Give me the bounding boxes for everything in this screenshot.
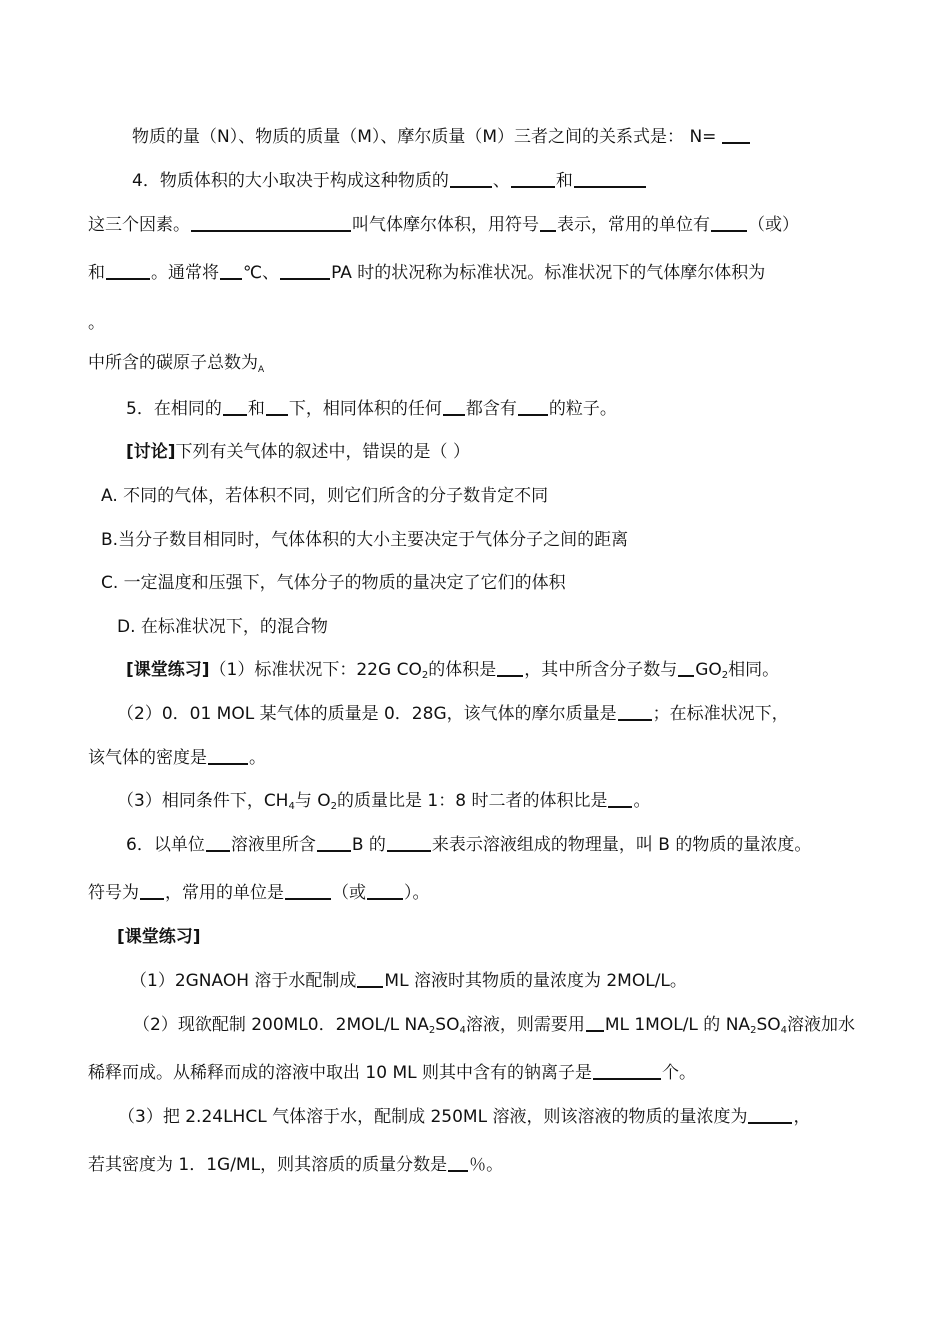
answer-blank[interactable] (317, 834, 351, 852)
text-segment: 若其密度为 1．1G/ML，则其溶质的质量分数是 (88, 1155, 448, 1175)
answer-blank[interactable] (448, 1154, 468, 1172)
text-segment: 叫气体摩尔体积，用符号 (352, 215, 539, 235)
answer-blank[interactable] (574, 170, 646, 188)
practice-tag: [课堂练习] (126, 660, 210, 680)
answer-blank[interactable] (722, 126, 750, 144)
option-a[interactable] (101, 485, 548, 507)
text-segment: 。 (633, 791, 651, 811)
line-6 (88, 352, 264, 374)
answer-blank[interactable] (443, 398, 465, 416)
text-segment: 6．以单位 (126, 835, 205, 855)
text-segment: 个。 (661, 1063, 696, 1083)
text-segment: 符号为 (88, 883, 139, 903)
practice-tag: [课堂练习] (117, 927, 201, 947)
option-b[interactable] (101, 529, 628, 551)
line-5 (88, 312, 105, 334)
text-segment: 下，相同体积的任何 (288, 399, 442, 419)
text-segment: （1）2GNAOH 溶于水配制成 (130, 971, 357, 991)
subscript: 2 (721, 670, 729, 681)
option-a-text: A. 不同的气体，若体积不同，则它们所含的分子数肯定不同 (101, 486, 549, 506)
text-segment: 相同。 (728, 660, 780, 680)
answer-blank[interactable] (387, 834, 431, 852)
text-segment: （3）把 2.24LHCL 气体溶于水，配制成 250ML 溶液，则该溶液的物质的量浓度为 (118, 1107, 748, 1127)
answer-blank[interactable] (280, 262, 330, 280)
text-segment: B 的 (351, 835, 386, 855)
text-segment: SO (435, 1015, 460, 1035)
line-19 (117, 926, 201, 948)
answer-blank[interactable] (511, 170, 555, 188)
line-21 (133, 1014, 855, 1036)
discussion-tag: [讨论] (126, 442, 176, 462)
text-segment: ；在标准状况下， (652, 704, 789, 724)
text-segment: 中所含的碳原子总数为 (88, 353, 258, 373)
text-segment: ，常用的单位是 (165, 883, 284, 903)
answer-blank[interactable] (285, 882, 331, 900)
text-segment: ，其中所含分子数与 (524, 660, 678, 680)
option-c-text: C. 一定温度和压强下，气体分子的物质的量决定了它们的体积 (101, 573, 566, 593)
text-segment: 都含有 (465, 399, 517, 419)
answer-blank[interactable] (608, 790, 632, 808)
answer-blank[interactable] (540, 214, 556, 232)
text-segment: 、 (492, 171, 510, 191)
text-segment: 。 (249, 748, 266, 768)
text-segment: 该气体的密度是 (88, 748, 207, 768)
subscript: 2 (750, 1025, 757, 1036)
answer-blank[interactable] (586, 1014, 604, 1032)
answer-blank[interactable] (593, 1062, 661, 1080)
text-segment: （2）现欲配制 200ML0．2MOL/L NA (133, 1015, 429, 1035)
text-segment: 稀释而成。从稀释而成的溶液中取出 10 ML 则其中含有的钠离子是 (88, 1063, 592, 1083)
text-segment: 表示，常用的单位有 (557, 215, 710, 235)
line-18 (88, 882, 430, 904)
text-segment: ， (793, 1107, 811, 1127)
text-segment: 4．物质体积的大小取决于构成这种物质的 (132, 171, 449, 191)
text-segment: ％。 (469, 1155, 504, 1175)
text-segment: （1）标准状况下：22G CO (209, 660, 422, 680)
text-segment: 。 (88, 313, 105, 333)
subscript: 2 (428, 1025, 436, 1036)
line-14 (117, 703, 789, 725)
subscript: 4 (459, 1025, 466, 1036)
text-segment: GO (695, 660, 722, 680)
text-segment: 溶液加水 (786, 1015, 855, 1035)
answer-blank[interactable] (618, 703, 652, 721)
answer-blank[interactable] (450, 170, 492, 188)
text-segment: ）。 (404, 883, 430, 903)
answer-blank[interactable] (518, 398, 548, 416)
answer-blank[interactable] (106, 262, 150, 280)
text-segment: ML 1MOL/L 的 NA (604, 1015, 751, 1035)
text-segment: （3）相同条件下，CH (117, 791, 289, 811)
subscript: 4 (780, 1025, 787, 1036)
text-segment: ℃、 (243, 263, 280, 283)
text-segment: SO (756, 1015, 781, 1035)
text-segment: 和 (88, 263, 105, 283)
text-segment: 来表示溶液组成的物理量，叫 B 的物质的量浓度。 (431, 835, 812, 855)
answer-blank[interactable] (266, 398, 288, 416)
text-segment: PA 时的状况称为标准状况。标准状况下的气体摩尔体积为 (331, 263, 766, 283)
subscript: 4 (288, 801, 295, 812)
answer-blank[interactable] (208, 747, 248, 765)
option-d[interactable] (117, 616, 328, 638)
line-8 (126, 441, 470, 463)
text-segment: 这三个因素。 (88, 215, 190, 235)
line-23 (118, 1106, 810, 1128)
text-segment: 和 (555, 171, 573, 191)
text-segment: 与 O (294, 791, 331, 811)
line-20 (130, 970, 687, 992)
text-segment: 的体积是 (428, 660, 497, 680)
line-4 (88, 262, 765, 284)
text-segment: （或 (332, 883, 366, 903)
text-segment: 。通常将 (151, 263, 219, 283)
subscript: 2 (421, 670, 429, 681)
answer-blank[interactable] (711, 214, 747, 232)
subscript: 2 (330, 801, 338, 812)
line-3 (88, 214, 799, 236)
answer-blank[interactable] (357, 970, 383, 988)
answer-blank[interactable] (678, 659, 694, 677)
line-2 (132, 170, 647, 192)
text-segment: 和 (247, 399, 265, 419)
line-7 (126, 398, 617, 420)
line-13 (126, 659, 779, 681)
text-segment: （2）0．01 MOL 某气体的质量是 0．28G，该气体的摩尔质量是 (117, 704, 617, 724)
line-22 (88, 1062, 696, 1084)
text-segment: 溶液，则需要用 (465, 1015, 585, 1035)
answer-blank[interactable] (206, 834, 230, 852)
answer-blank[interactable] (220, 262, 242, 280)
option-d-text: D. 在标准状况下，的混合物 (117, 617, 328, 637)
answer-blank[interactable] (748, 1106, 792, 1124)
answer-blank[interactable] (367, 882, 403, 900)
answer-blank[interactable] (191, 214, 351, 232)
line-17 (126, 834, 811, 856)
option-c[interactable] (101, 572, 566, 594)
text-segment: ML 溶液时其物质的量浓度为 2MOL/L。 (384, 971, 687, 991)
line-24 (88, 1154, 503, 1176)
answer-blank[interactable] (223, 398, 247, 416)
option-b-text: B.当分子数目相同时，气体体积的大小主要决定于气体分子之间的距离 (101, 530, 629, 550)
text-segment: 的粒子。 (548, 399, 617, 419)
answer-blank[interactable] (497, 659, 523, 677)
text-segment: （或） (748, 215, 799, 235)
line-1 (132, 126, 751, 148)
text-segment: 溶液里所含 (230, 835, 316, 855)
answer-blank[interactable] (140, 882, 164, 900)
text-segment: 5．在相同的 (126, 399, 222, 419)
relation-formula-text: 物质的量（N）、物质的质量（M）、摩尔质量（M）三者之间的关系式是： N= (132, 127, 717, 147)
text-segment: 的质量比是 1：8 时二者的体积比是 (337, 791, 608, 811)
line-16 (117, 790, 650, 812)
subscript: A (258, 365, 265, 375)
line-15 (88, 747, 266, 769)
question-text: 下列有关气体的叙述中，错误的是（ ） (175, 442, 470, 462)
